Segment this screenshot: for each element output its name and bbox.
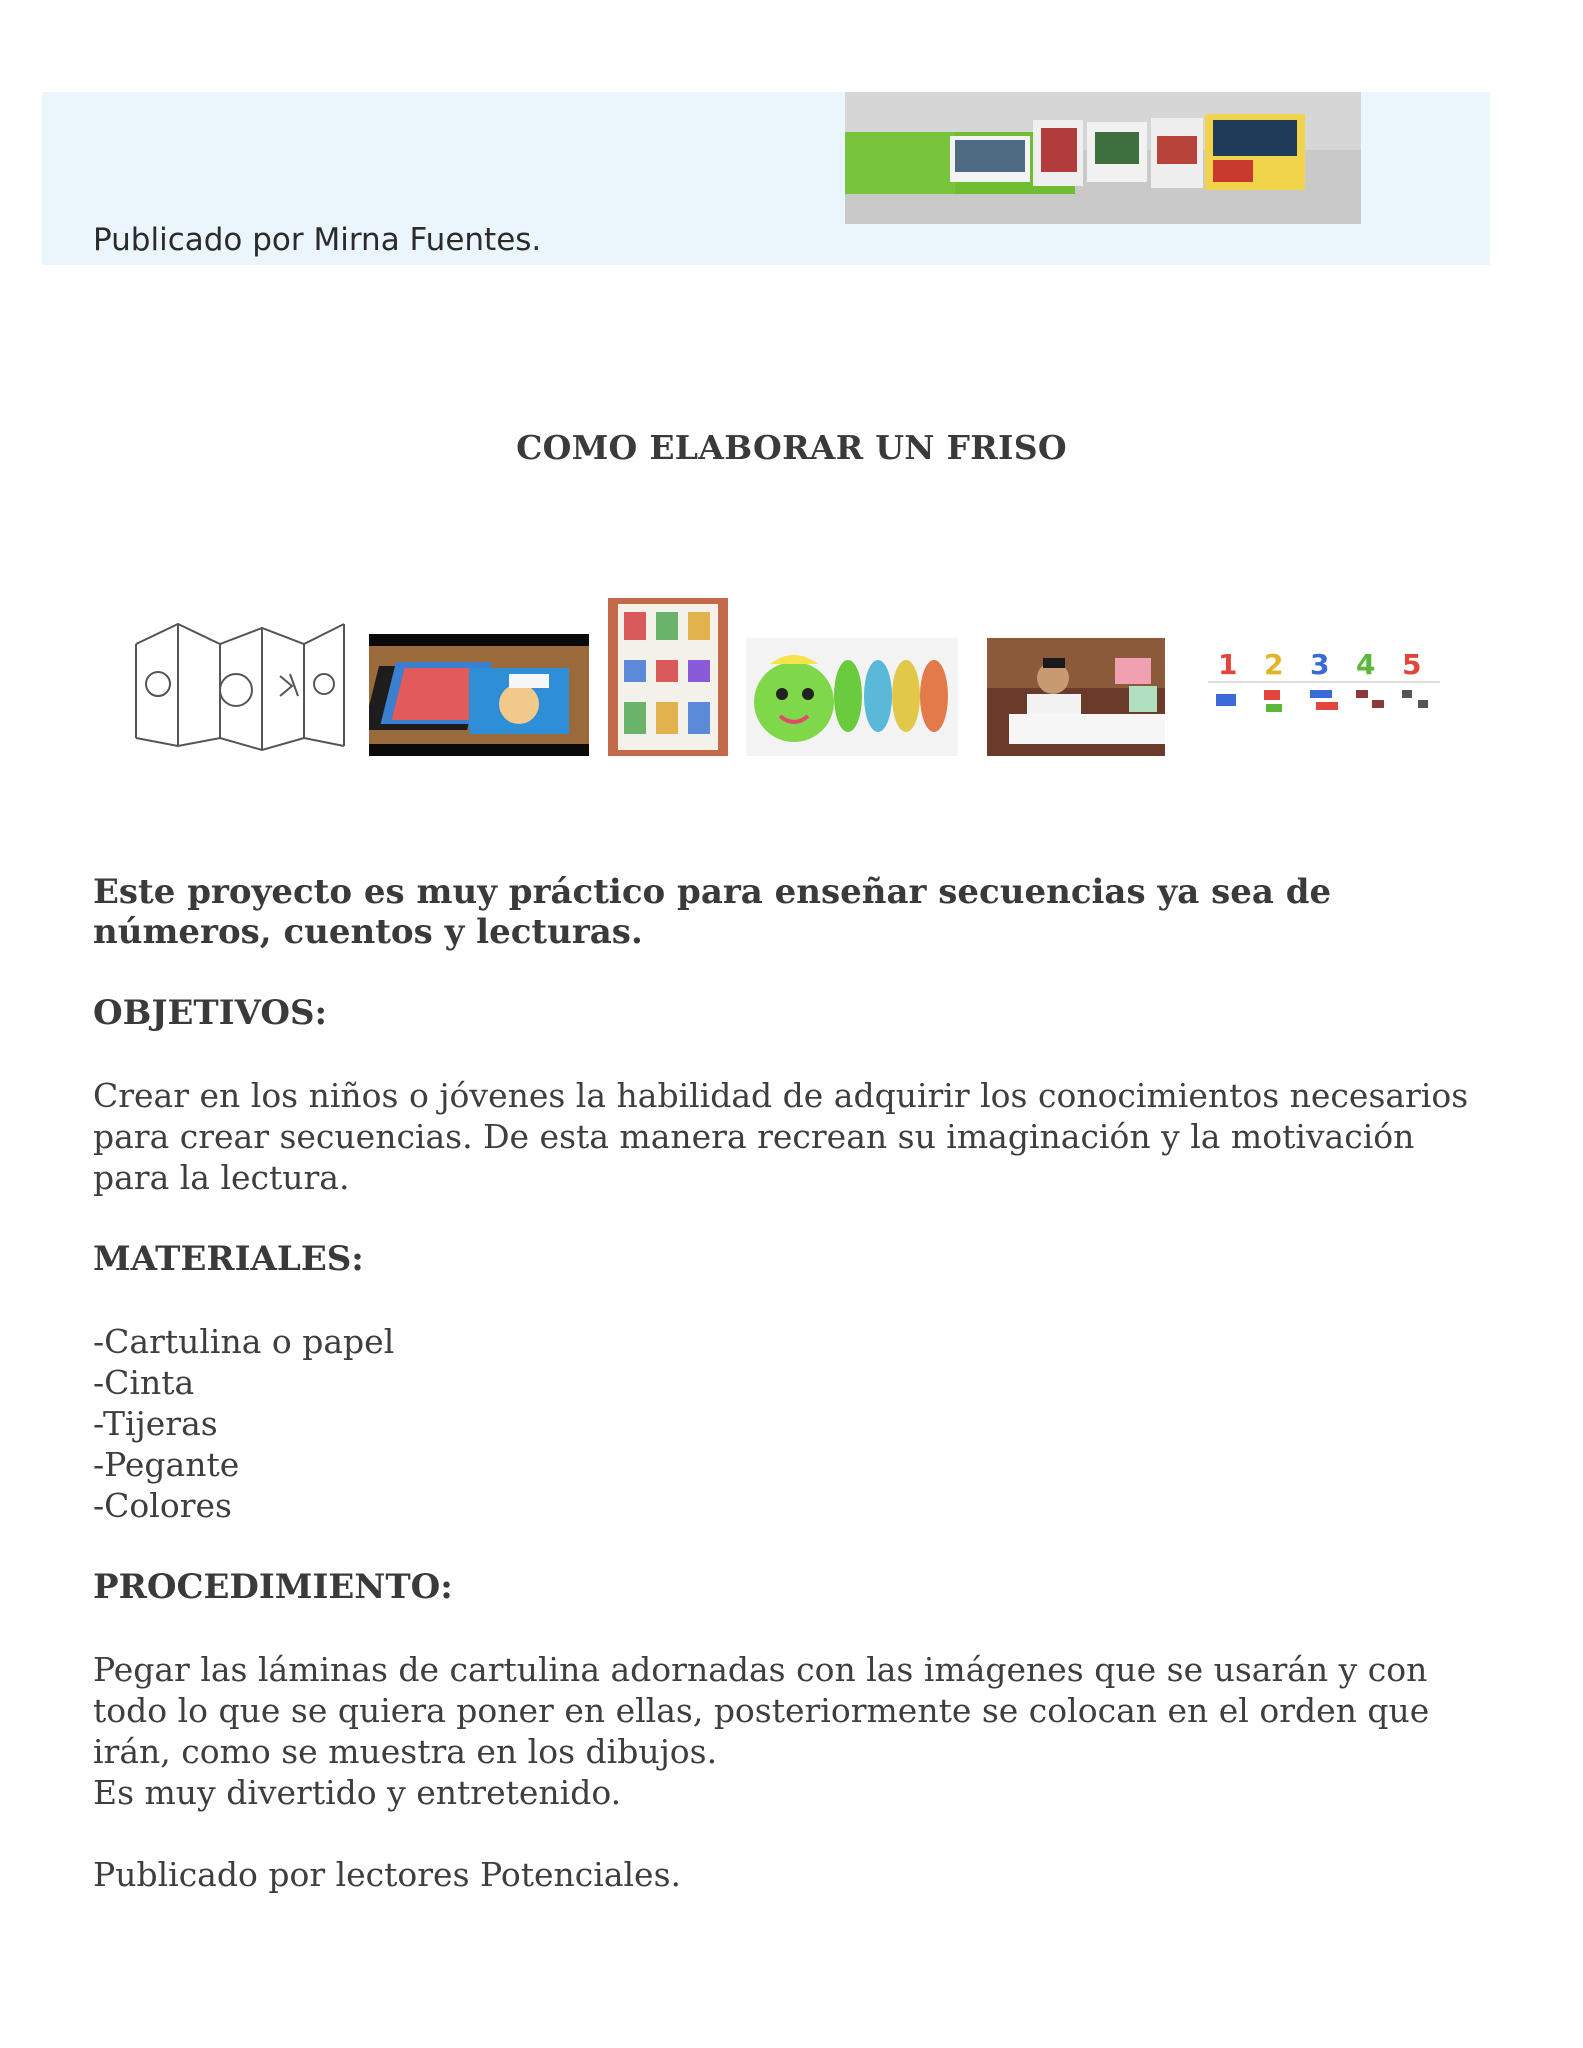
materials-heading: MATERIALES: (93, 1239, 364, 1279)
materials-item: -Cinta (93, 1363, 195, 1402)
header-byline: Publicado por Mirna Fuentes. (93, 222, 542, 258)
svg-text:4: 4 (1356, 648, 1376, 681)
friso-vertical-photo (608, 598, 728, 756)
friso-child-photo (987, 638, 1165, 756)
friso-caterpillar-photo (746, 638, 958, 756)
materials-item: -Pegante (93, 1445, 240, 1484)
footer-byline: Publicado por lectores Potenciales. (93, 1855, 682, 1894)
procedure-text: Pegar las láminas de cartulina adornadas con las imágenes que se usarán y con todo lo que se quiera poner en ellas, posteriormente se colocan en el orden que irán, como se muestra en los dibujos. (93, 1650, 1430, 1771)
page-title: COMO ELABORAR UN FRISO (516, 428, 1067, 467)
intro-text: Este proyecto es muy práctico para enseñar secuencias ya sea de números, cuentos y lecturas. (93, 872, 1332, 952)
friso-book-photo (369, 634, 589, 756)
svg-text:1: 1 (1218, 648, 1238, 681)
svg-text:3: 3 (1310, 648, 1330, 681)
friso-header-photo (845, 92, 1361, 224)
friso-drawing-photo (130, 614, 352, 754)
svg-text:5: 5 (1402, 648, 1422, 681)
svg-text:2: 2 (1264, 648, 1284, 681)
friso-numbers-photo (1206, 644, 1442, 718)
article-body (93, 872, 1493, 1895)
materials-item: -Cartulina o papel (93, 1322, 395, 1361)
objectives-heading: OBJETIVOS: (93, 993, 328, 1033)
materials-list (93, 1321, 1493, 1526)
objectives-text: Crear en los niños o jóvenes la habilidad de adquirir los conocimientos necesarios para crear secuencias. De esta manera recrean su imaginación y la motivación para la lectura. (93, 1076, 1469, 1197)
materials-item: -Tijeras (93, 1404, 218, 1443)
procedure-heading: PROCEDIMIENTO: (93, 1567, 453, 1607)
materials-item: -Colores (93, 1486, 232, 1525)
procedure-text-2: Es muy divertido y entretenido. (93, 1773, 622, 1812)
